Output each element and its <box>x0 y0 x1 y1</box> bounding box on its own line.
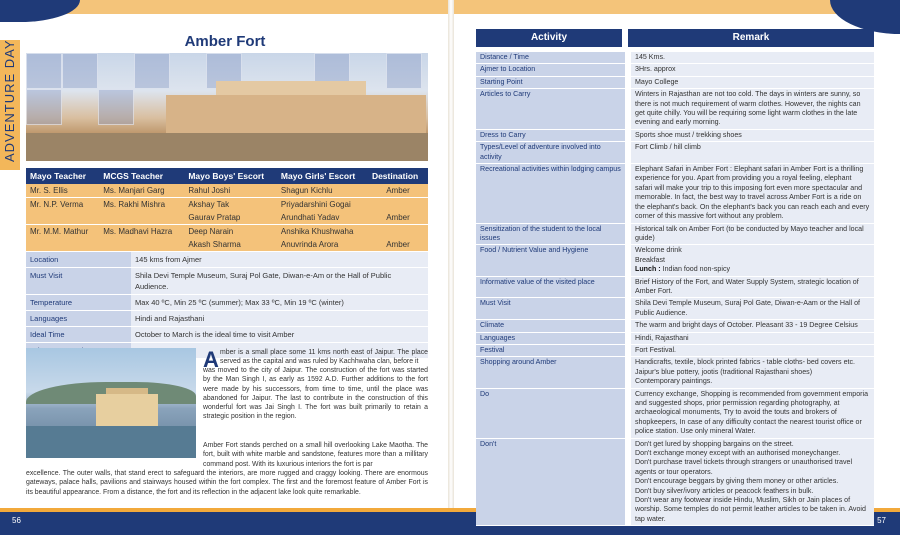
staff-cell: Ms. Rakhi Mishra <box>99 198 184 212</box>
staff-cell: Amber <box>368 211 428 225</box>
body-paragraph-features: excellence. The outer walls, that stand erect to safeguard the interiors, are more rugged and craggy looking. There are enormous gateways, palace halls, pavilions and stairways housed within the fort complex. The first and the foremost feature of Amber Fort is its beautiful appearance. From a distance, the fort and its reflection in the adjacent lake look quite remarkable. <box>26 470 428 496</box>
remark-line: Don't exchange money except with an authorised moneychanger. <box>635 449 841 458</box>
activity-remark <box>628 276 874 298</box>
photo-mosaic-tile <box>26 53 62 89</box>
staff-cell: Anuvrinda Arora <box>277 238 368 251</box>
remark-line: Currency exchange, Shopping is recommended from government emporia and suggested shops, prior permission regarding photography, at archaeological monuments, Try to avoid the touts and brokers of shopkeepers, In case of any difficulty contact the nearest tourist office or police station. Use only mineral Water. <box>635 389 869 436</box>
activity-remark <box>628 89 874 130</box>
remark-line: Don't purchase travel tickets through strangers or unauthorised travel agents or tour operators. <box>635 458 853 476</box>
staff-cell: Rahul Joshi <box>184 184 277 198</box>
activity-remark <box>628 357 874 388</box>
activity-key: Languages <box>476 332 628 344</box>
info-key: Must Visit <box>26 268 131 295</box>
activity-remark <box>628 129 874 141</box>
table-row <box>476 129 874 141</box>
staff-cell: Amber <box>368 184 428 198</box>
info-key: Ideal Time <box>26 327 131 343</box>
photo-mosaic-tile <box>98 89 134 125</box>
activity-key: Shopping around Amber <box>476 357 628 388</box>
remark-line: Brief History of the Fort, and Water Supply System, strategic location of Amber Fort. <box>635 277 859 295</box>
staff-cell <box>26 238 99 251</box>
info-value: Shila Devi Temple Museum, Suraj Pol Gate, Diwan-e-Am or the Hall of Public Audience. <box>131 268 428 295</box>
table-row <box>476 320 874 332</box>
staff-cell: Mr. S. Ellis <box>26 184 99 198</box>
body-paragraph-intro: mber is a small place some 11 kms north east of Jaipur. The place served as the capital and was ruled by Kachhwaha clan, before it <box>220 349 428 366</box>
info-value: 145 kms from Ajmer <box>131 252 428 268</box>
staff-header-cell: Mayo Girls' Escort <box>277 168 368 184</box>
body-paragraph-description: Amber Fort stands perched on a small hill overlooking Lake Maotha. The fort, built with white marble and sandstone, features more than a millitary command post. With its luxurious interiors the fort is par <box>203 442 428 468</box>
activity-header: Activity <box>476 29 622 47</box>
staff-header-cell: Mayo Teacher <box>26 168 99 184</box>
lake-palace-photo <box>26 348 196 458</box>
table-row <box>26 225 428 239</box>
remark-line: 145 Kms. <box>635 53 665 61</box>
activity-remark <box>628 344 874 356</box>
amber-fort-photo <box>26 53 428 161</box>
staff-cell <box>368 225 428 239</box>
activity-remark <box>628 320 874 332</box>
activity-key: Don't <box>476 438 628 526</box>
remark-line: 3Hrs. approx <box>635 65 676 74</box>
activity-remark <box>628 64 874 76</box>
staff-header-cell: Destination <box>368 168 428 184</box>
remark-line: Don't encourage beggars by giving them money or other articles. <box>635 477 839 486</box>
remark-line: Jaipur's blue pottery, jootis (traditional Rajasthani shoes) <box>635 367 813 376</box>
remark-line: Shila Devi Temple Museum, Suraj Pol Gate, Diwan-e-Aam or the Hall of Public Audience. <box>635 299 860 317</box>
staff-cell <box>99 238 184 251</box>
activity-key: Festival <box>476 344 628 356</box>
table-row <box>476 223 874 245</box>
info-table <box>26 252 428 359</box>
table-row <box>476 142 874 164</box>
staff-cell: Priyadarshini Gogai <box>277 198 368 212</box>
activity-remark <box>628 52 874 64</box>
remark-line <box>635 265 870 274</box>
remark-line: The warm and bright days of October. Pleasant 33 - 19 Degree Celsius <box>635 321 858 330</box>
page-number-left: 56 <box>12 516 21 525</box>
table-row <box>26 252 428 268</box>
remark-line: Fort Festival. <box>635 345 676 354</box>
activity-remark <box>628 245 874 276</box>
activity-key: Informative value of the visited place <box>476 276 628 298</box>
remark-line: Breakfast <box>635 255 665 264</box>
staff-cell: Anshika Khushwaha <box>277 225 368 239</box>
remark-line: Don't wear any footwear inside Hindu, Muslim, Sikh or Jain places of worship. Some temples do not permit leather articles to be taken in. Avoid tap water. <box>635 496 866 523</box>
remark-header: Remark <box>628 29 874 47</box>
activity-key: Recreational activities within lodging campus <box>476 164 628 223</box>
remark-line: Don't get lured by shopping bargains on the street. <box>635 439 794 448</box>
table-row <box>26 327 428 343</box>
drop-cap: A <box>203 347 219 372</box>
activity-key: Distance / Time <box>476 52 628 64</box>
info-value: October to March is the ideal time to visit Amber <box>131 327 428 343</box>
remark-line: Mayo College <box>635 77 679 86</box>
activity-remark <box>628 223 874 245</box>
table-row <box>26 211 428 225</box>
staff-cell: Shagun Kichlu <box>277 184 368 198</box>
info-value: Max 40 ºC, Min 25 ºC (summer); Max 33 ºC, Min 19 ºC (winter) <box>131 295 428 311</box>
photo-water <box>26 426 196 458</box>
activity-table <box>476 52 874 526</box>
table-row <box>476 357 874 388</box>
page-gutter <box>448 0 454 535</box>
table-row <box>476 64 874 76</box>
info-value: Hindi and Rajasthani <box>131 311 428 327</box>
table-row <box>26 184 428 198</box>
remark-line: Elephant Safari in Amber Fort : Elephant safari in Amber Fort is a thrilling experience for you. Apart from providing you a royal feeling, elephant safari will make your trip to this imposing fort even more spectacular and memorable. In fact, the best way to travel across Amber Fort is a ride on the elephant's back. On the elephant's back you can reach each and every corner of this massive fort without any problem. <box>635 165 870 221</box>
side-tab <box>0 40 20 170</box>
info-key: Location <box>26 252 131 268</box>
table-row <box>26 198 428 212</box>
remark-line: Welcome drink <box>635 246 682 255</box>
activity-key: Food / Nutrient Value and Hygiene <box>476 245 628 276</box>
fort-hill <box>26 133 428 161</box>
table-row <box>26 311 428 327</box>
remark-line: Handicrafts, textile, block printed fabrics - table cloths- bed covers etc. <box>635 358 856 367</box>
activity-key: Dress to Carry <box>476 129 628 141</box>
activity-key: Must Visit <box>476 298 628 320</box>
staff-header-cell: Mayo Boys' Escort <box>184 168 277 184</box>
staff-header-cell: MCGS Teacher <box>99 168 184 184</box>
staff-table <box>26 168 428 251</box>
table-row <box>476 344 874 356</box>
staff-cell: Ms. Madhavi Hazra <box>99 225 184 239</box>
table-row <box>476 245 874 276</box>
staff-cell: Ms. Manjari Garg <box>99 184 184 198</box>
table-row <box>476 52 874 64</box>
remark-line: Contemporary paintings. <box>635 377 713 386</box>
table-row <box>26 268 428 295</box>
page-title: Amber Fort <box>184 33 266 50</box>
table-row <box>476 76 874 88</box>
staff-cell: Gaurav Pratap <box>184 211 277 225</box>
staff-cell <box>26 211 99 225</box>
table-row <box>476 276 874 298</box>
activity-key: Articles to Carry <box>476 89 628 130</box>
top-left-curve <box>0 0 80 22</box>
remark-line: Sports shoe must / trekking shoes <box>635 130 742 139</box>
activity-key: Sensitization of the student to the local issues <box>476 223 628 245</box>
body-paragraph-history: was moved to the city of Jaipur. The construction of the fort was started by the Man Singh I, as early as 1592 A.D. Further additions to the fort were made by his successors, from time to time, until the place was abandoned for Jaipur. The last to contribute in the construction of this wonderful fort was Jai Singh I. The fort was built primarily to retain a strategic position in the region. <box>203 367 428 421</box>
info-key: Temperature <box>26 295 131 311</box>
staff-cell: Amber <box>368 238 428 251</box>
photo-mosaic-tile <box>386 53 422 89</box>
staff-cell <box>99 211 184 225</box>
table-row <box>476 298 874 320</box>
staff-cell: Akshay Tak <box>184 198 277 212</box>
table-row <box>476 332 874 344</box>
table-row <box>26 238 428 251</box>
page-number-right: 57 <box>877 516 886 525</box>
activity-remark <box>628 388 874 438</box>
activity-key: Climate <box>476 320 628 332</box>
activity-remark <box>628 76 874 88</box>
activity-key: Ajmer to Location <box>476 64 628 76</box>
staff-cell: Deep Narain <box>184 225 277 239</box>
photo-mosaic-tile <box>62 53 98 89</box>
activity-remark <box>628 142 874 164</box>
table-row <box>476 388 874 438</box>
staff-cell: Arundhati Yadav <box>277 211 368 225</box>
table-row <box>476 89 874 130</box>
info-key: Languages <box>26 311 131 327</box>
side-tab-label: ADVENTURE DAY <box>2 39 17 162</box>
activity-key: Types/Level of adventure involved into activity <box>476 142 628 164</box>
table-row <box>26 295 428 311</box>
photo-palace <box>96 394 158 426</box>
photo-mosaic-tile <box>26 89 62 125</box>
remark-line: Historical talk on Amber Fort (to be conducted by Mayo teacher and local guide) <box>635 224 864 242</box>
remark-bold-label: Lunch : <box>635 265 661 274</box>
activity-remark <box>628 332 874 344</box>
photo-mosaic-tile <box>134 53 170 89</box>
staff-header-row <box>26 168 428 184</box>
remark-line: Winters in Rajasthan are not too cold. The days in winters are sunny, so there is not much requirement of warm clothes. However, the nights can get quite chilly. You will be requiring some light warm clothes in the late evening and early morning. <box>635 90 861 127</box>
staff-cell: Akash Sharma <box>184 238 277 251</box>
table-row <box>476 438 874 526</box>
activity-remark <box>628 298 874 320</box>
remark-line-rest: Indian food non-spicy <box>660 265 731 274</box>
activity-remark <box>628 438 874 526</box>
activity-key: Do <box>476 388 628 438</box>
staff-cell <box>368 198 428 212</box>
table-row <box>476 164 874 223</box>
remark-line: Don't buy silver/ivory articles or peacock feathers in bulk. <box>635 486 814 495</box>
staff-cell: Mr. M.M. Mathur <box>26 225 99 239</box>
staff-cell: Mr. N.P. Verma <box>26 198 99 212</box>
remark-line: Hindi, Rajasthani <box>635 333 689 342</box>
remark-line: Fort Climb / hill climb <box>635 143 701 152</box>
activity-remark <box>628 164 874 223</box>
activity-key: Starting Point <box>476 76 628 88</box>
